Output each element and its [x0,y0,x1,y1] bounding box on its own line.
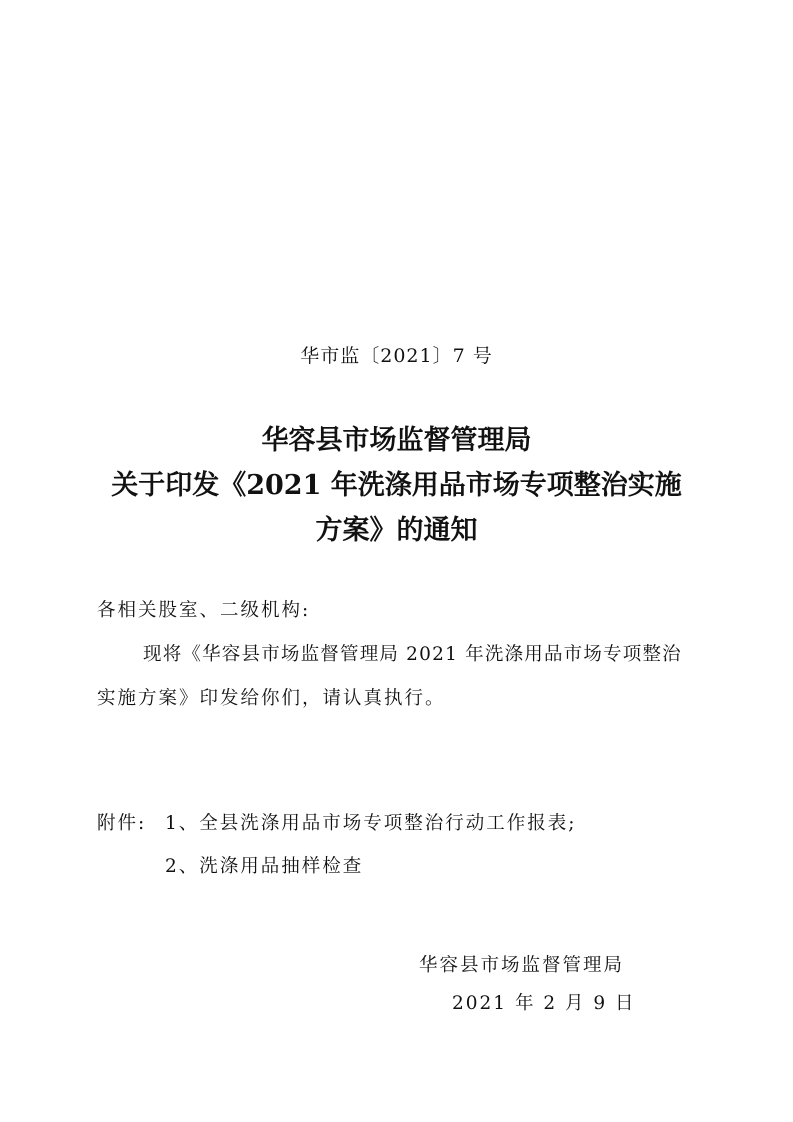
attachment-item-1: 1、全县洗涤用品市场专项整治行动工作报表; [165,813,577,834]
attachments-label: 附件: [97,813,147,834]
attachment-item-2: 2、洗涤用品抽样检查 [165,856,364,877]
addressee: 各相关股室、二级机构: [97,600,311,621]
title-line-1: 华容县市场监督管理局 [261,425,532,456]
title-line-3: 方案》的通知 [315,515,478,546]
signature-date: 2021 年 2 月 9 日 [452,993,636,1014]
body-line-1: 现将《华容县市场监督管理局 2021 年洗涤用品市场专项整治 [143,644,682,665]
document-number: 华市监〔2021〕7 号 [300,345,493,367]
body-line-2: 实施方案》印发给你们，请认真执行。 [97,688,446,709]
signature-organization: 华容县市场监督管理局 [419,955,625,976]
title-line-2: 关于印发《2021 年洗涤用品市场专项整治实施 [111,470,682,501]
